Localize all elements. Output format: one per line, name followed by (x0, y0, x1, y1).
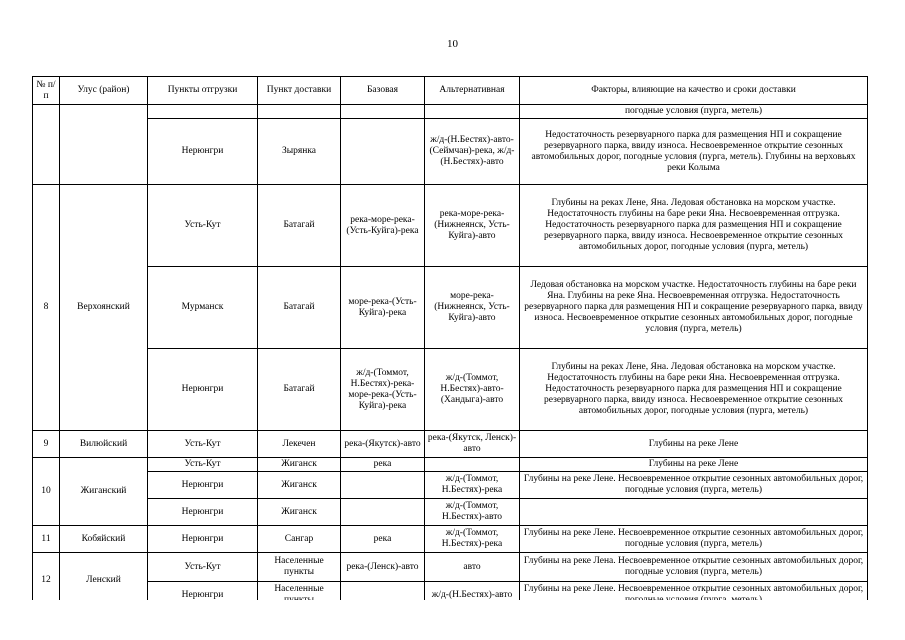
cell-alt (425, 105, 520, 119)
cell-num: 12 (33, 553, 60, 609)
cell-district: Вилюйский (60, 431, 148, 458)
cell-dest: Жиганск (258, 458, 341, 472)
cell-base (341, 119, 425, 185)
header-num: № п/п (33, 77, 60, 105)
table-row (33, 119, 868, 185)
cell-base: река (341, 526, 425, 553)
table-row (33, 349, 868, 431)
table-row (33, 458, 868, 472)
cell-factors: Глубины на реках Лене, Яна. Ледовая обстановка на морском участке. Недостаточность глубины на баре реки Яна. Несвоевременная отгрузка. Недостаточность резервуарного парка для размещения НП и сокращение резервуарного парка, ввиду износа. Несвоевременное открытие сезонных автомобильных дорог, погодные условия (пурга, метель) (520, 349, 868, 431)
table-row (33, 472, 868, 499)
cell-dest: Жиганск (258, 472, 341, 499)
cell-ship: Нерюнгри (148, 119, 258, 185)
header-row (33, 77, 868, 105)
cell-num: 10 (33, 458, 60, 526)
header-base-route: Базовая (341, 77, 425, 105)
cell-base (341, 472, 425, 499)
cell-alt: река-море-река-(Нижнеянск, Усть-Куйга)-авто (425, 185, 520, 267)
cell-dest: Жиганск (258, 499, 341, 526)
cell-alt: ж/д-(Томмот, Н.Бестях)-река (425, 526, 520, 553)
cell-alt (425, 458, 520, 472)
cell-factors: Глубины на реке Лене. Несвоевременное открытие сезонных автомобильных дорог, (520, 582, 868, 609)
cell-num: 8 (33, 185, 60, 431)
cell-dest: Населенные пункты (258, 553, 341, 582)
cell-dest: Населенные (258, 582, 341, 609)
cell-base: река-море-река-(Усть-Куйга)-река (341, 185, 425, 267)
cell-alt: ж/д-(Томмот, Н.Бестях)-река (425, 472, 520, 499)
cell-dest: Батагай (258, 349, 341, 431)
cell-factors: Ледовая обстановка на морском участке. Недостаточность глубины на баре реки Яна. Глубины на реке Яна. Несвоевременная отгрузка. Недостаточность резервуарного парка для размещения НП и сокращение резервуарного парка, ввиду износа. Несвоевременное открытие сезонных автомобильных дорог, погодные условия (пурга, метель) (520, 267, 868, 349)
cell-base (341, 105, 425, 119)
cell-ship: Усть-Кут (148, 185, 258, 267)
cell-base: ж/д-(Томмот, Н.Бестях)-река-море-река-(Усть-Куйга)-река (341, 349, 425, 431)
cell-dest: Лекечен (258, 431, 341, 458)
cell-alt: ж/д-(Томмот, Н.Бестях)-авто-(Хандыга)-авто (425, 349, 520, 431)
cell-ship: Нерюнгри (148, 472, 258, 499)
page-number: 10 (447, 38, 458, 50)
header-alt-route: Альтернативная (425, 77, 520, 105)
cell-district: Ленский (60, 553, 148, 609)
cell-base (341, 499, 425, 526)
cell-alt: море-река-(Нижнеянск, Усть-Куйга)-авто (425, 267, 520, 349)
cell-dest: Зырянка (258, 119, 341, 185)
table-row (33, 526, 868, 553)
cell-num (33, 105, 60, 185)
cell-factors: Глубины на реке Лена. Несвоевременное открытие сезонных автомобильных дорог, погодные условия (пурга, метель) (520, 553, 868, 582)
table-row (33, 185, 868, 267)
cell-factors: Глубины на реке Лене (520, 458, 868, 472)
cell-ship: Нерюнгри (148, 526, 258, 553)
cell-num: 11 (33, 526, 60, 553)
cell-base: река-(Якутск)-авто (341, 431, 425, 458)
cell-ship: Усть-Кут (148, 553, 258, 582)
cell-factors: Глубины на реке Лене (520, 431, 868, 458)
cell-district: Жиганский (60, 458, 148, 526)
cell-factors: Глубины на реках Лене, Яна. Ледовая обстановка на морском участке. Недостаточность глубины на баре реки Яна. Несвоевременная отгрузка. Недостаточность резервуарного парка для размещения НП и сокращение резервуарного парка, ввиду износа. Несвоевременное открытие сезонных автомобильных дорог, погодные условия (пурга, метель) (520, 185, 868, 267)
cell-ship: Усть-Кут (148, 431, 258, 458)
cell-num: 9 (33, 431, 60, 458)
cell-ship: Нерюнгри (148, 499, 258, 526)
table-row (33, 499, 868, 526)
cell-ship: Усть-Кут (148, 458, 258, 472)
header-delivery-point: Пункт доставки (258, 77, 341, 105)
cell-ship: Нерюнгри (148, 349, 258, 431)
cell-base: река (341, 458, 425, 472)
cell-dest (258, 105, 341, 119)
cell-alt: ж/д-(Томмот, Н.Бестях)-авто (425, 499, 520, 526)
cell-district (60, 105, 148, 185)
cell-factors: погодные условия (пурга, метель) (520, 105, 868, 119)
cell-alt: река-(Якутск, Ленск)-авто (425, 431, 520, 458)
cell-alt: ж/д-(Н.Бестях)-авто (425, 582, 520, 609)
cell-base: море-река-(Усть-Куйга)-река (341, 267, 425, 349)
header-factors: Факторы, влияющие на качество и сроки доставки (520, 77, 868, 105)
cell-factors: Глубины на реке Лене. Несвоевременное открытие сезонных автомобильных дорог, погодные условия (пурга, метель) (520, 472, 868, 499)
cell-district: Верхоянский (60, 185, 148, 431)
cell-base: река-(Ленск)-авто (341, 553, 425, 582)
cell-alt: авто (425, 553, 520, 582)
cell-factors: Недостаточность резервуарного парка для размещения НП и сокращение резервуарного парка, ввиду износа. Несвоевременное открытие сезонных автомобильных дорог, погодные условия (пурга, метель). Глубины на верховьях реки Колыма (520, 119, 868, 185)
header-shipping-points: Пункты отгрузки (148, 77, 258, 105)
table-row (33, 267, 868, 349)
header-district: Улус (район) (60, 77, 148, 105)
cell-dest: Батагай (258, 185, 341, 267)
cell-alt: ж/д-(Н.Бестях)-авто-(Сеймчан)-река, ж/д-(Н.Бестях)-авто (425, 119, 520, 185)
cell-dest: Сангар (258, 526, 341, 553)
page-bottom-margin (0, 600, 905, 640)
cell-district: Кобяйский (60, 526, 148, 553)
cell-ship (148, 105, 258, 119)
cell-factors: Глубины на реке Лене. Несвоевременное открытие сезонных автомобильных дорог, погодные условия (пурга, метель) (520, 526, 868, 553)
cell-ship: Мурманск (148, 267, 258, 349)
cell-ship: Нерюнгри (148, 582, 258, 609)
delivery-table (32, 76, 868, 609)
table-row (33, 553, 868, 582)
cell-factors (520, 499, 868, 526)
table-row (33, 431, 868, 458)
table-row (33, 105, 868, 119)
cell-dest: Батагай (258, 267, 341, 349)
